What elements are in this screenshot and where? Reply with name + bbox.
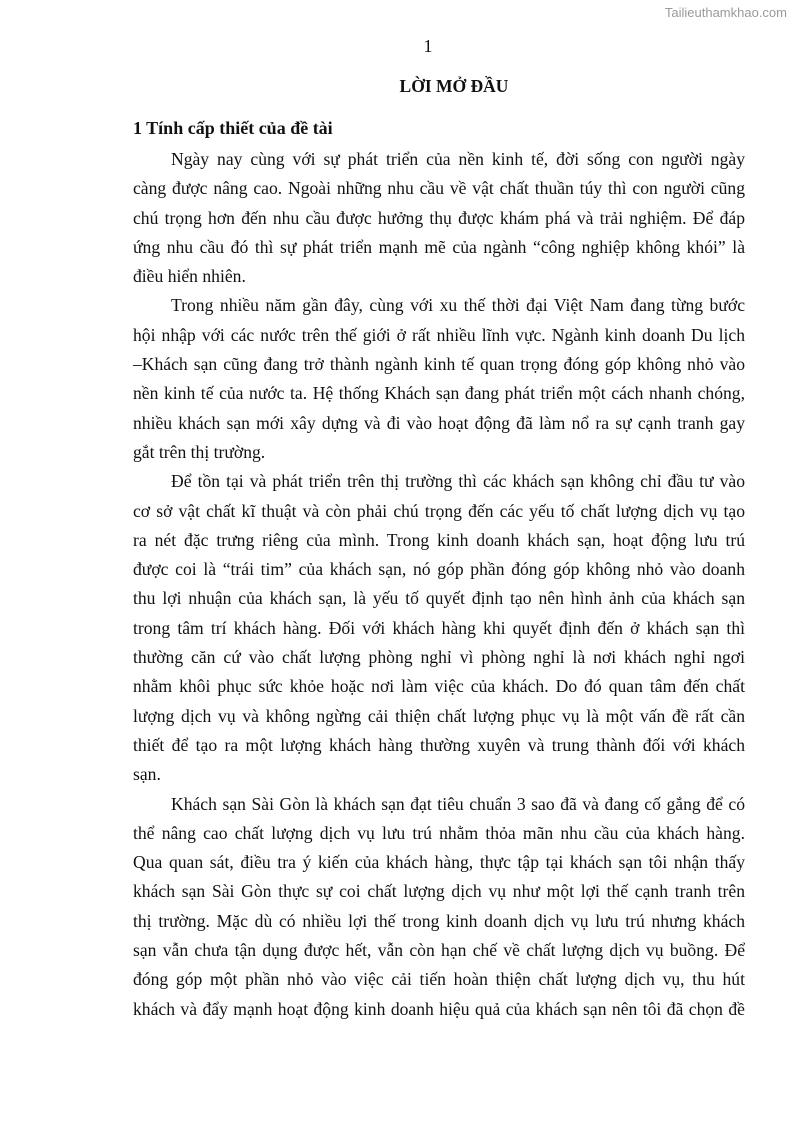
text-line: gắt trên thị trường.: [133, 441, 266, 462]
text-line: chú trọng hơn đến nhu cầu được hưởng thụ được khám phá và trải nghiệm. Để đáp: [133, 207, 745, 228]
text-line: càng được nâng cao. Ngoài những nhu cầu về vật chất thuần túy thì con người cũng: [133, 178, 745, 199]
text-line: nền kinh tế của nước ta. Hệ thống Khách sạn đang phát triển một cách nhanh chóng,: [133, 383, 745, 404]
text-line: Qua quan sát, điều tra ý kiến của khách hàng, thực tập tại khách sạn tôi nhận thấy: [133, 852, 745, 873]
text-line: lượng dịch vụ và không ngừng cải thiện chất lượng phục vụ là một vấn đề rất cần: [133, 705, 745, 726]
text-line: khách và đẩy mạnh hoạt động kinh doanh hiệu quả của khách sạn nên tôi đã chọn đề: [133, 998, 745, 1019]
section-heading: 1 Tính cấp thiết của đề tài: [133, 118, 333, 138]
text-line: thiết để tạo ra một lượng khách hàng thường xuyên và trung thành đối với khách: [133, 734, 745, 755]
text-line: được coi là “trái tim” của khách sạn, nó góp phần đóng góp không nhỏ vào doanh: [133, 559, 745, 580]
text-line: đóng góp một phần nhỏ vào việc cải tiến hoàn thiện chất lượng dịch vụ, thu hút: [133, 969, 745, 990]
text-line: cơ sở vật chất kĩ thuật và còn phải chú trọng đến các yếu tố chất lượng dịch vụ tạo: [133, 500, 745, 521]
text-line: –Khách sạn cũng đang trở thành ngành kinh tế quan trọng đóng góp không nhỏ vào: [133, 354, 745, 375]
text-line: thị trường. Mặc dù có nhiều lợi thế trong kinh doanh dịch vụ lưu trú nhưng khách: [133, 910, 745, 931]
text-line: sạn.: [133, 764, 161, 785]
text-line: thể nâng cao chất lượng dịch vụ lưu trú nhằm thỏa mãn nhu cầu của khách hàng.: [133, 822, 745, 843]
text-line: ứng nhu cầu đó thì sự phát triển mạnh mẽ của ngành “công nghiệp không khói” là: [133, 236, 745, 257]
text-line: Trong nhiều năm gần đây, cùng với xu thế thời đại Việt Nam đang từng bước: [171, 295, 745, 316]
text-line: nhiều khách sạn mới xây dựng và đi vào hoạt động đã làm nổ ra sự cạnh tranh gay: [133, 412, 745, 433]
text-line: thường căn cứ vào chất lượng phòng nghỉ vì phòng nghỉ là nơi khách nghỉ ngơi: [133, 647, 745, 668]
text-line: nhằm khôi phục sức khỏe hoặc nơi làm việc của khách. Do đó quan tâm đến chất: [133, 676, 745, 697]
page-number: 1: [423, 36, 433, 56]
paragraph: [133, 790, 745, 1024]
text-line: Để tồn tại và phát triển trên thị trường thì các khách sạn không chỉ đầu tư vào: [171, 471, 745, 492]
document-body: [133, 145, 745, 1024]
paragraph: [133, 291, 745, 467]
text-line: trong tâm trí khách hàng. Đối với khách hàng khi quyết định đến ở khách sạn thì: [133, 617, 745, 638]
text-line: sạn vẫn chưa tận dụng được hết, vẫn còn hạn chế về chất lượng dịch vụ buồng. Để: [133, 940, 745, 961]
text-line: hội nhập với các nước trên thế giới ở rất nhiều lĩnh vực. Ngành kinh doanh Du lịch: [133, 324, 745, 345]
watermark: Tailieuthamkhao.com: [664, 5, 787, 20]
text-line: khách sạn Sài Gòn thực sự coi chất lượng dịch vụ như một lợi thế cạnh tranh trên: [133, 881, 745, 902]
text-line: Khách sạn Sài Gòn là khách sạn đạt tiêu chuẩn 3 sao đã và đang cố gắng để có: [171, 793, 745, 814]
text-line: ra nét đặc trưng riêng của mình. Trong kinh doanh khách sạn, hoạt động lưu trú: [133, 529, 745, 550]
paragraph: [133, 467, 745, 789]
page-title: LỜI MỞ ĐẦU: [399, 76, 509, 96]
text-line: điều hiển nhiên.: [133, 266, 246, 287]
paragraph: [133, 145, 745, 291]
text-line: thu lợi nhuận của khách sạn, là yếu tố quyết định tạo nên hình ảnh của khách sạn: [133, 588, 745, 609]
text-line: Ngày nay cùng với sự phát triển của nền kinh tế, đời sống con người ngày: [171, 149, 745, 169]
